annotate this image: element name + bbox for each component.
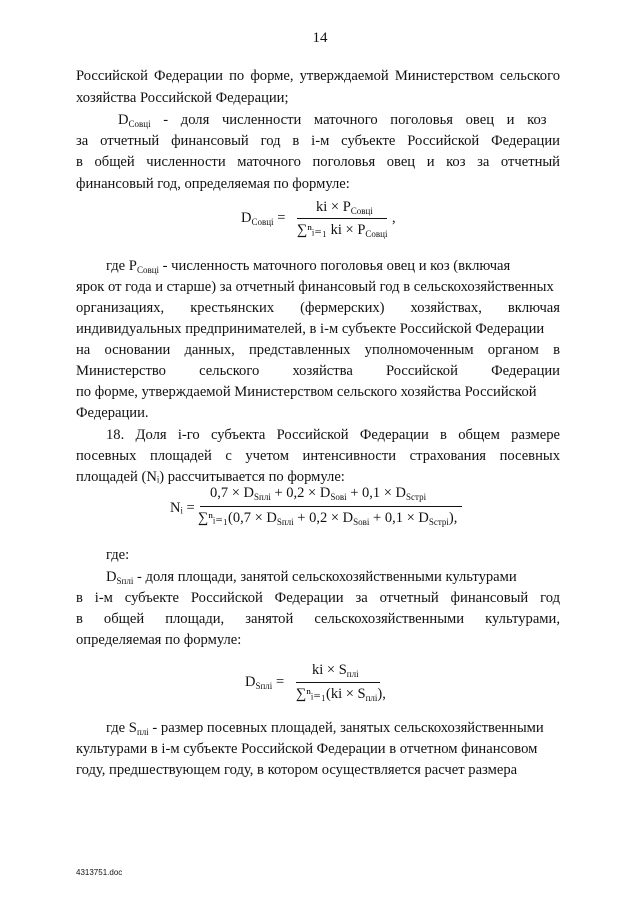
formula-dspl-lhs: $D_{Sплі}$ =	[245, 674, 285, 691]
formula-dsovci-denominator: ∑ⁿᵢ₌₁ ki × $P_{Совці}$	[297, 222, 388, 239]
file-name-footer: 4313751.doc	[76, 868, 123, 877]
text-line: площадей (Nᵢ) рассчитывается по формуле:	[76, 469, 345, 485]
text-line: где $P_{Совці}$ - численность маточного поголовья овец и коз (включая	[106, 258, 511, 275]
formula-dsovci-numerator: ki × $P_{Совці}$	[316, 199, 373, 216]
fraction-bar	[296, 682, 380, 683]
formula-dspl-denominator: ∑ⁿᵢ₌₁(ki × $S_{плі}$),	[296, 686, 386, 703]
text-line: посевных площадей с учетом интенсивности страхования посевных	[76, 448, 560, 464]
text-line: Российской Федерации по форме, утверждаемой Министерством сельского	[76, 68, 560, 84]
text-line: году, предшествующем году, в котором осуществляется расчет размера	[76, 762, 518, 778]
formula-dsovci-lhs: $D_{Совці}$ =	[241, 210, 286, 227]
fraction-bar	[297, 218, 387, 219]
text-line: в і-м субъекте Российской Федерации за отчетный финансовый год	[76, 590, 560, 606]
formula-ni-lhs: Nᵢ =	[170, 500, 195, 516]
text-line: за отчетный финансовый год в і-м субъекте Российской Федерации	[76, 133, 560, 149]
text-line: индивидуальных предпринимателей, в і-м субъекте Российской Федерации	[76, 321, 545, 337]
text-line: $D_{Sплі}$ - доля площади, занятой сельскохозяйственными культурами	[106, 569, 517, 586]
text-line: 18. Доля і-го субъекта Российской Федерации в общем размере	[106, 427, 560, 443]
text-line: культурами в і-м субъекте Российской Федерации в отчетном финансовом	[76, 741, 538, 757]
text-line: в общей площади, занятой сельскохозяйственными культурами,	[76, 611, 560, 627]
text-line: в общей численности маточного поголовья овец и коз за отчетный	[76, 154, 560, 170]
formula-comma: ,	[392, 210, 396, 226]
text-line: ярок от года и старше) за отчетный финансовый год в сельскохозяйственных	[76, 279, 554, 295]
text-line: определяемая по формуле:	[76, 632, 242, 648]
text-line: по форме, утверждаемой Министерством сельского хозяйства Российской	[76, 384, 537, 400]
text-line: финансовый год, определяемая по формуле:	[76, 176, 350, 192]
formula-ni-numerator: $0,7 \times D_{Sплі} + 0,2 \times D_{Sові} + 0,1 \times D_{Sстрі}$	[210, 485, 427, 502]
text-line: Федерации.	[76, 405, 149, 421]
fraction-bar	[200, 506, 462, 507]
text-line: где:	[106, 547, 130, 563]
page-number: 14	[312, 30, 328, 46]
text-line: где $S_{плі}$ - размер посевных площадей, занятых сельскохозяйственными	[106, 720, 544, 737]
formula-dspl-numerator: ki × $S_{плі}$	[312, 662, 359, 679]
formula-ni-denominator: ∑ⁿᵢ₌₁(0,7 × $D_{Sплі} + 0,2 \times D_{Sові} + 0,1 \times D_{Sстрі}$),	[198, 510, 458, 527]
text-line: $D_{Совці}$ - доля численности маточного поголовья овец и коз	[118, 112, 547, 129]
text-line: хозяйства Российской Федерации;	[76, 90, 289, 106]
text-line: Министерство сельского хозяйства Российской Федерации	[76, 363, 560, 379]
text-line: организациях, крестьянских (фермерских) хозяйствах, включая	[76, 300, 560, 316]
text-line: на основании данных, представленных уполномоченным органом в	[76, 342, 560, 358]
